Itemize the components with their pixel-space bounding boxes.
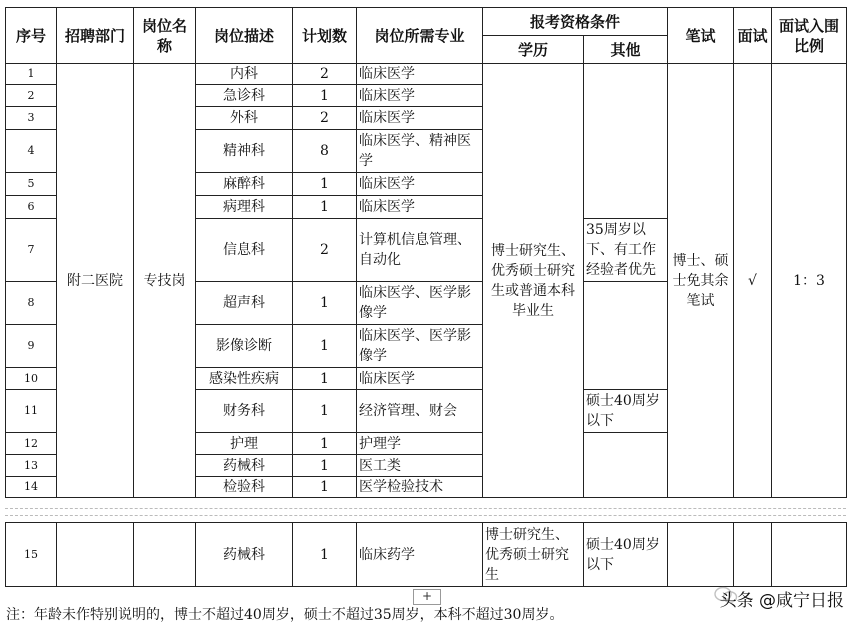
ratio-cell: 1：3 [772, 64, 847, 498]
row-plan: 2 [293, 64, 357, 85]
row-seq: 1 [6, 64, 57, 85]
row-seq: 2 [6, 85, 57, 107]
row-seq: 15 [6, 523, 57, 587]
row-major: 临床医学 [357, 64, 483, 85]
footnote: 注：年龄未作特别说明的，博士不超过40周岁，硕士不超过35周岁，本科不超过30周岁。 [6, 607, 564, 623]
header-written: 笔试 [668, 8, 734, 64]
header-ratio: 面试入围比例 [772, 8, 847, 64]
header-plan: 计划数 [293, 8, 357, 64]
recruitment-table [5, 7, 847, 498]
row-plan: 1 [293, 173, 357, 196]
row-plan: 1 [293, 85, 357, 107]
other-condition-a: 35周岁以下、有工作经验者优先 [584, 219, 668, 282]
row-major: 临床医学、医学影像学 [357, 282, 483, 325]
dept-cell: 附二医院 [57, 64, 134, 498]
post-name-cell: 专技岗 [134, 64, 196, 498]
row-seq: 14 [6, 477, 57, 498]
header-dept: 招聘部门 [57, 8, 134, 64]
row-plan: 2 [293, 219, 357, 282]
table-row [6, 523, 847, 587]
row-major: 临床医学、医学影像学 [357, 325, 483, 368]
row-plan: 1 [293, 325, 357, 368]
row-desc: 影像诊断 [196, 325, 293, 368]
row-desc: 感染性疾病 [196, 368, 293, 390]
row-desc: 内科 [196, 64, 293, 85]
row-seq: 4 [6, 130, 57, 173]
row-major: 临床医学 [357, 368, 483, 390]
row-desc: 麻醉科 [196, 173, 293, 196]
row-plan: 1 [293, 433, 357, 455]
row-plan: 1 [293, 282, 357, 325]
row-major: 临床医学 [357, 85, 483, 107]
row-major: 临床药学 [357, 523, 483, 587]
header-other: 其他 [584, 36, 668, 64]
dept-empty-cell [57, 523, 134, 587]
row-seq: 6 [6, 196, 57, 219]
row-desc: 病理科 [196, 196, 293, 219]
row-other: 硕士40周岁以下 [584, 523, 668, 587]
interview-empty-cell [734, 523, 772, 587]
row-desc: 信息科 [196, 219, 293, 282]
header-interview: 面试 [734, 8, 772, 64]
row-desc: 检验科 [196, 477, 293, 498]
add-row-button[interactable]: + [413, 589, 441, 605]
row-seq: 7 [6, 219, 57, 282]
other-empty-cell [584, 282, 668, 390]
post-name-empty-cell [134, 523, 196, 587]
row-seq: 5 [6, 173, 57, 196]
row-major: 临床医学 [357, 173, 483, 196]
row-major: 临床医学 [357, 196, 483, 219]
page-break-line [5, 515, 846, 516]
recruitment-table-continued [5, 522, 847, 587]
header-education: 学历 [483, 36, 584, 64]
row-desc: 急诊科 [196, 85, 293, 107]
row-desc: 药械科 [196, 523, 293, 587]
row-plan: 1 [293, 196, 357, 219]
row-desc: 外科 [196, 107, 293, 130]
row-seq: 10 [6, 368, 57, 390]
row-major: 计算机信息管理、自动化 [357, 219, 483, 282]
row-plan: 1 [293, 368, 357, 390]
table-row [6, 64, 847, 85]
row-education: 博士研究生、优秀硕士研究生 [483, 523, 584, 587]
row-plan: 1 [293, 390, 357, 433]
row-desc: 财务科 [196, 390, 293, 433]
written-empty-cell [668, 523, 734, 587]
header-post-desc: 岗位描述 [196, 8, 293, 64]
page-break-line [5, 508, 846, 509]
row-desc: 超声科 [196, 282, 293, 325]
row-major: 经济管理、财会 [357, 390, 483, 433]
row-plan: 8 [293, 130, 357, 173]
row-major: 临床医学 [357, 107, 483, 130]
row-plan: 1 [293, 523, 357, 587]
other-empty-cell [584, 64, 668, 219]
row-seq: 12 [6, 433, 57, 455]
row-desc: 护理 [196, 433, 293, 455]
row-desc: 精神科 [196, 130, 293, 173]
row-major: 医学检验技术 [357, 477, 483, 498]
other-empty-cell [584, 433, 668, 498]
row-major: 临床医学、精神医学 [357, 130, 483, 173]
written-cell: 博士、硕士免其余笔试 [668, 64, 734, 498]
interview-cell: √ [734, 64, 772, 498]
row-seq: 13 [6, 455, 57, 477]
header-post-name: 岗位名称 [134, 8, 196, 64]
header-qualifications: 报考资格条件 [483, 8, 668, 36]
row-seq: 9 [6, 325, 57, 368]
header-major: 岗位所需专业 [357, 8, 483, 64]
row-major: 护理学 [357, 433, 483, 455]
education-cell: 博士研究生、优秀硕士研究生或普通本科毕业生 [483, 64, 584, 498]
row-seq: 8 [6, 282, 57, 325]
watermark: 头条 @咸宁日报 [719, 591, 844, 611]
row-plan: 1 [293, 477, 357, 498]
row-major: 医工类 [357, 455, 483, 477]
header-seq: 序号 [6, 8, 57, 64]
row-seq: 11 [6, 390, 57, 433]
row-plan: 1 [293, 455, 357, 477]
row-plan: 2 [293, 107, 357, 130]
row-seq: 3 [6, 107, 57, 130]
row-desc: 药械科 [196, 455, 293, 477]
other-condition-b: 硕士40周岁以下 [584, 390, 668, 433]
ratio-empty-cell [772, 523, 847, 587]
